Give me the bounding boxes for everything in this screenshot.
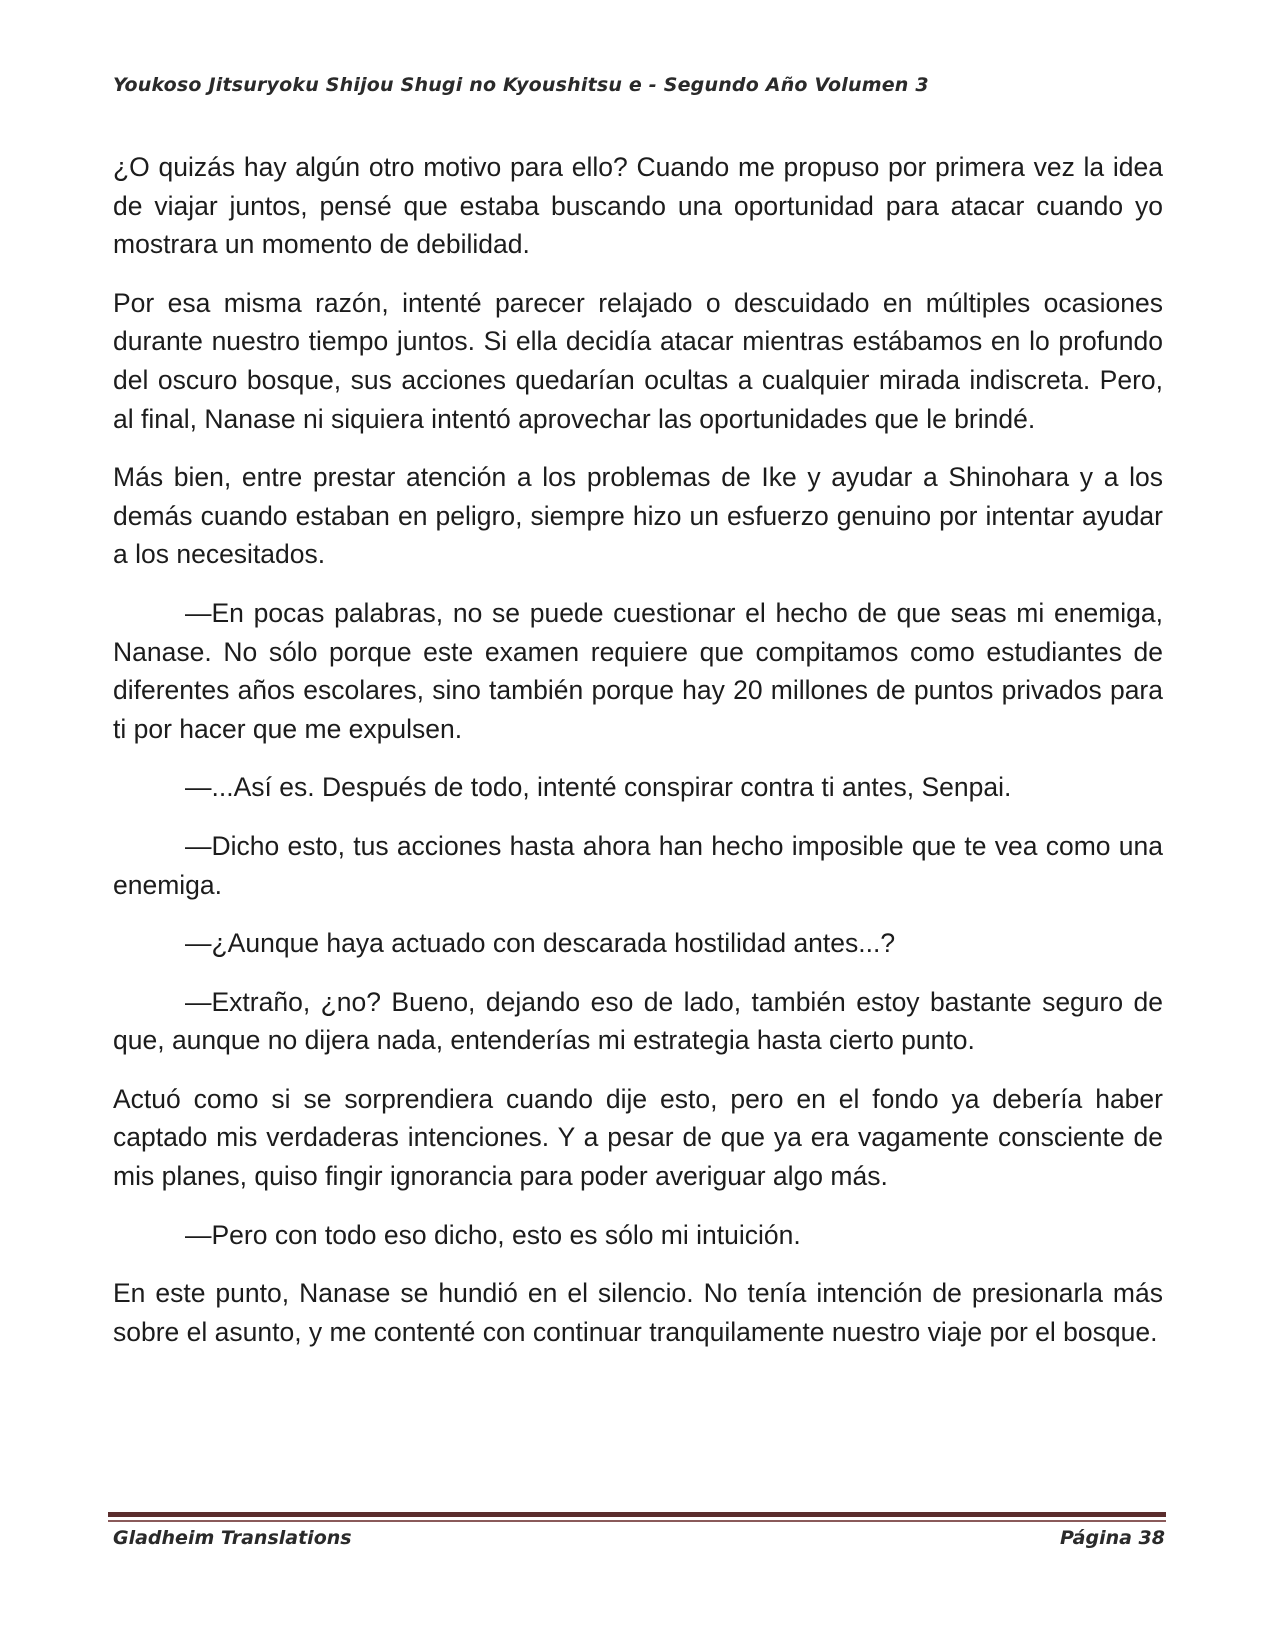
paragraph: Por esa misma razón, intenté parecer relajado o descuidado en múltiples ocasiones durante nuestro tiempo juntos. Si ella decidía atacar mientras estábamos en lo profundo del oscuro bosque, sus acciones quedarían ocultas a cualquier mirada indiscreta. Pero, al final, Nanase ni siquiera intentó aprovechar las oportunidades que le brindé.	[113, 287, 1163, 434]
dialogue-paragraph: —¿Aunque haya actuado con descarada hostilidad antes...?	[185, 928, 896, 959]
paragraph: Más bien, entre prestar atención a los problemas de Ike y ayudar a Shinohara y a los demás cuando estaban en peligro, siempre hizo un esfuerzo genuino por intentar ayudar a los necesitados.	[113, 462, 1163, 570]
paragraph: Actuó como si se sorprendiera cuando dije esto, pero en el fondo ya debería haber captado mis verdaderas intenciones. Y a pesar de que ya era vagamente consciente de mis planes, quiso fingir ignorancia para poder averiguar algo más.	[113, 1083, 1163, 1192]
dialogue-paragraph: —Extraño, ¿no? Bueno, dejando eso de lado, también estoy bastante seguro de que, aunque no dijera nada, entenderías mi estrategia hasta cierto punto.	[113, 986, 1163, 1056]
paragraph: ¿O quizás hay algún otro motivo para ello? Cuando me propuso por primera vez la idea de viajar juntos, pensé que estaba buscando una oportunidad para atacar cuando yo mostrara un momento de debilidad.	[113, 152, 1163, 260]
footer-page-number: Página 38	[1059, 1527, 1165, 1549]
dialogue-paragraph: —Pero con todo eso dicho, esto es sólo mi intuición.	[185, 1219, 801, 1250]
dialogue-paragraph: —En pocas palabras, no se puede cuestionar el hecho de que seas mi enemiga, Nanase. No sólo porque este examen requiere que compitamos como estudiantes de diferentes años escolares, sino también porque hay 20 millones de puntos privados para ti por hacer que me expulsen.	[113, 597, 1163, 744]
page-header-title: Youkoso Jitsuryoku Shijou Shugi no Kyoushitsu e - Segundo Año Volumen 3	[113, 74, 929, 96]
footer-translator-credit: Gladheim Translations	[113, 1527, 352, 1549]
dialogue-paragraph: —...Así es. Después de todo, intenté conspirar contra ti antes, Senpai.	[185, 772, 1012, 803]
page-body	[113, 148, 1163, 1371]
footer-divider-thin	[108, 1520, 1166, 1522]
footer-divider-thick	[108, 1512, 1166, 1517]
dialogue-paragraph: —Dicho esto, tus acciones hasta ahora han hecho imposible que te vea como una enemiga.	[113, 830, 1163, 900]
paragraph: En este punto, Nanase se hundió en el silencio. No tenía intención de presionarla más sobre el asunto, y me contenté con continuar tranquilamente nuestro viaje por el bosque.	[113, 1278, 1163, 1347]
